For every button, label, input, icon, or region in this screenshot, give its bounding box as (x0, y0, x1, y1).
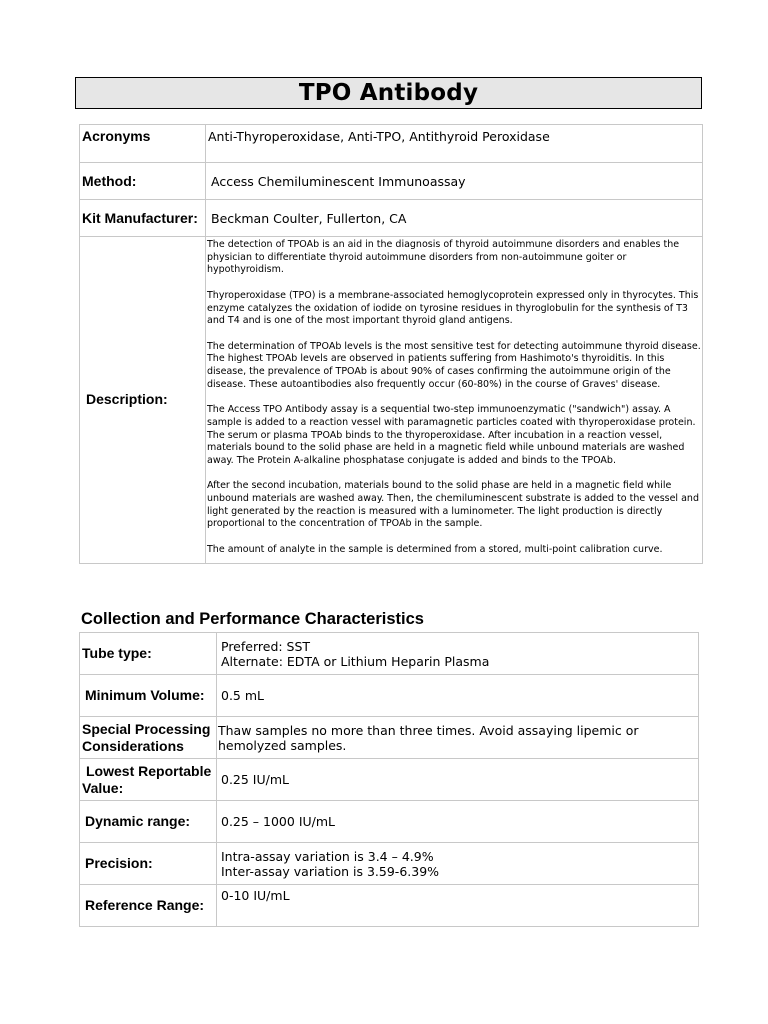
special-processing-value-line: hemolyzed samples. (218, 737, 347, 753)
special-processing-value (217, 717, 699, 759)
minimum-volume-label: Minimum Volume: (80, 675, 217, 717)
tube-preferred: Preferred: SST (221, 638, 311, 654)
method-row (80, 163, 703, 200)
reference-range-row (80, 885, 699, 927)
assay-info-table (79, 124, 703, 564)
special-processing-label (80, 717, 217, 759)
tube-type-value (217, 633, 699, 675)
description-label: Description: (80, 237, 206, 564)
precision-intra: Intra-assay variation is 3.4 – 4.9% (221, 848, 434, 864)
lowest-reportable-label-line: Lowest Reportable (86, 762, 212, 779)
method-value: Access Chemiluminescent Immunoassay (206, 163, 703, 200)
description-paragraph: The detection of TPOAb is an aid in the diagnosis of thyroid autoimmune disorders and enables the physician to differentiate thyroid autoimmune disorders from non-autoimmune goiter or hypothyroidism. (207, 239, 680, 276)
precision-inter: Inter-assay variation is 3.59-6.39% (221, 863, 440, 879)
kit-manufacturer-value: Beckman Coulter, Fullerton, CA (206, 200, 703, 237)
dynamic-range-row (80, 801, 699, 843)
precision-row (80, 843, 699, 885)
description-paragraph: The amount of analyte in the sample is determined from a stored, multi-point calibration curve. (207, 543, 663, 555)
kit-manufacturer-row (80, 200, 703, 237)
dynamic-range-value: 0.25 – 1000 IU/mL (217, 801, 699, 843)
tube-type-label: Tube type: (80, 633, 217, 675)
description-paragraph: The determination of TPOAb levels is the most sensitive test for detecting autoimmune thyroid disease. The highest TPOAb levels are observed in patients suffering from Hashimoto's thyroiditis. In this disease, the prevalence of TPOAb is about 90% of cases confirming the autoimmune origin of the disease. These autoantibodies also frequently occur (60-80%) in the course of Graves' disease. (207, 340, 701, 390)
lowest-reportable-row (80, 759, 699, 801)
title-banner (75, 77, 702, 109)
reference-range-value: 0-10 IU/mL (217, 885, 699, 927)
precision-value (217, 843, 699, 885)
minimum-volume-value: 0.5 mL (217, 675, 699, 717)
tube-alternate: Alternate: EDTA or Lithium Heparin Plasma (221, 653, 490, 669)
method-label: Method: (80, 163, 206, 200)
tube-type-row (80, 633, 699, 675)
description-paragraph: The Access TPO Antibody assay is a sequential two-step immunoenzymatic ("sandwich") assay. A sample is added to a reaction vessel with paramagnetic particles coated with thyroperoxidase protein. The serum or plasma TPOAb binds to the thyroperoxidase. After incubation in a reaction vessel, materials bound to the solid phase are held in a magnetic field while unbound materials are washed away. The Protein A-alkaline phosphatase conjugate is added and binds to the TPOAb. (207, 404, 696, 466)
section-heading: Collection and Performance Characteristics (81, 610, 424, 628)
acronyms-row (80, 125, 703, 163)
description-row (80, 237, 703, 564)
performance-table (79, 632, 699, 927)
description-paragraph: Thyroperoxidase (TPO) is a membrane-associated hemoglycoprotein expressed only in thyrocytes. This enzyme catalyzes the oxidation of iodide on tyrosine residues in thyroglobulin for the synthesis of T3 and T4 and is one of the most important thyroid gland antigens. (207, 289, 699, 327)
special-processing-row (80, 717, 699, 759)
lowest-reportable-label (80, 759, 217, 801)
reference-range-label: Reference Range: (80, 885, 217, 927)
special-processing-label-line: Special Processing (82, 720, 211, 737)
special-processing-label-line: Considerations (82, 737, 184, 754)
page-title: TPO Antibody (298, 80, 479, 106)
lowest-reportable-value: 0.25 IU/mL (217, 759, 699, 801)
lowest-reportable-label-line: Value: (82, 779, 124, 796)
dynamic-range-label: Dynamic range: (80, 801, 217, 843)
acronyms-value: Anti-Thyroperoxidase, Anti-TPO, Antithyroid Peroxidase (206, 125, 703, 163)
precision-label: Precision: (80, 843, 217, 885)
minimum-volume-row (80, 675, 699, 717)
kit-manufacturer-label: Kit Manufacturer: (80, 200, 206, 237)
description-paragraph: After the second incubation, materials bound to the solid phase are held in a magnetic field while unbound materials are washed away. Then, the chemiluminescent substrate is added to the vessel and light generated by the reaction is measured with a luminometer. The light production is directly proportional to the concentration of TPOAb in the sample. (207, 480, 699, 530)
special-processing-value-line: Thaw samples no more than three times. Avoid assaying lipemic or (218, 722, 639, 738)
acronyms-label: Acronyms (80, 125, 206, 163)
description-text (206, 237, 703, 564)
